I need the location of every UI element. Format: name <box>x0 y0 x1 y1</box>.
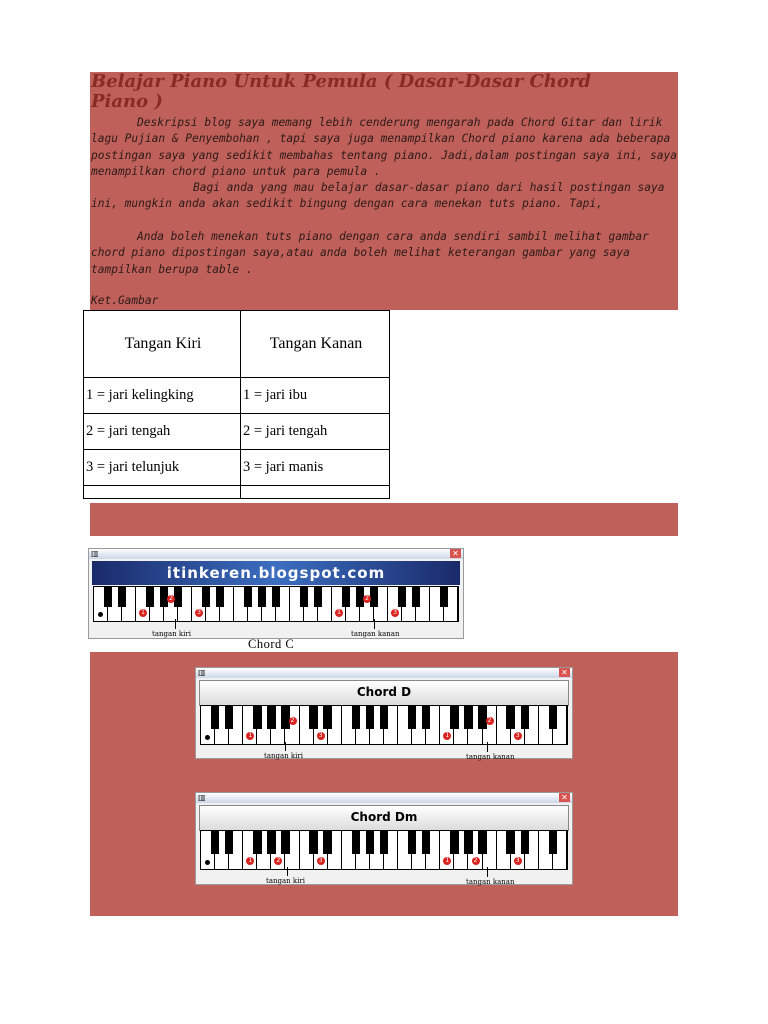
piano-black-key <box>450 831 458 854</box>
piano-black-key <box>323 706 331 729</box>
piano-black-key <box>267 831 275 854</box>
piano-black-key <box>370 587 378 607</box>
chord-c-window <box>88 548 464 639</box>
piano-black-key <box>440 587 448 607</box>
window-titlebar <box>196 668 572 678</box>
piano-black-key <box>253 831 261 854</box>
piano-black-key <box>366 706 374 729</box>
left-hand-arrow <box>285 742 286 751</box>
piano-black-key <box>352 706 360 729</box>
piano-black-key <box>174 587 182 607</box>
table-cell <box>241 486 390 499</box>
paragraph-1: Deskripsi blog saya memang lebih cenderung mengarah pada Chord Gitar dan lirik lagu Pujian & Penyembohan , tapi saya juga menampilkan Chord piano karena ada beberapa postingan saya yang sedikit membahas tentang piano. Jadi,dalam postingan saya ini, saya menampilkan chord piano untuk para pemula . <box>91 116 677 178</box>
table-cell <box>84 486 241 499</box>
ket-gambar-label: Ket.Gambar <box>91 294 159 307</box>
finger-marker: 3 <box>391 609 399 617</box>
paragraph-2: Bagi anda yang mau belajar dasar-dasar piano dari hasil postingan saya ini, mungkin anda akan sedikit bingung dengan cara menekan tuts piano. Tapi, <box>91 181 665 211</box>
piano-keyboard <box>93 586 459 622</box>
right-hand-label: tangan kanan <box>466 753 515 761</box>
piano-black-key <box>478 831 486 854</box>
table-cell: 1 = jari kelingking <box>84 378 241 414</box>
finger-marker: 2 <box>289 717 297 725</box>
piano-black-key <box>506 831 514 854</box>
table-cell: 3 = jari telunjuk <box>84 450 241 486</box>
left-hand-arrow <box>175 619 176 629</box>
right-hand-label: tangan kanan <box>466 878 515 886</box>
table-cell: 1 = jari ibu <box>241 378 390 414</box>
window-titlebar <box>89 549 463 559</box>
chord-banner: itinkeren.blogspot.com <box>92 561 460 585</box>
table-cell: 2 = jari tengah <box>84 414 241 450</box>
piano-black-key <box>478 706 486 729</box>
piano-black-key <box>380 706 388 729</box>
chord-banner: Chord Dm <box>199 805 569 831</box>
finger-marker: 3 <box>514 732 522 740</box>
piano-black-key <box>253 706 261 729</box>
piano-black-key <box>281 831 289 854</box>
document-title: Belajar Piano Untuk Pemula ( Dasar-Dasar Chord Piano ) <box>91 71 591 112</box>
chord-dm-window <box>195 792 573 885</box>
close-icon[interactable]: ✕ <box>559 668 570 677</box>
left-hand-arrow <box>287 867 288 876</box>
piano-app-icon: ▥ <box>198 668 206 677</box>
finger-marker: 3 <box>317 857 325 865</box>
piano-black-key <box>398 587 406 607</box>
finger-marker: 1 <box>443 732 451 740</box>
piano-black-key <box>380 831 388 854</box>
piano-black-key <box>549 831 557 854</box>
piano-black-key <box>309 831 317 854</box>
table-row <box>84 486 390 499</box>
table-row <box>84 378 390 414</box>
table-cell: 3 = jari manis <box>241 450 390 486</box>
piano-black-key <box>323 831 331 854</box>
finger-marker: 1 <box>246 857 254 865</box>
piano-black-key <box>146 587 154 607</box>
piano-black-key <box>258 587 266 607</box>
finger-marker: 1 <box>335 609 343 617</box>
right-hand-label: tangan kanan <box>351 630 400 638</box>
piano-black-key <box>342 587 350 607</box>
table-row <box>84 450 390 486</box>
chord-banner: Chord D <box>199 680 569 706</box>
left-hand-label: tangan kiri <box>152 630 191 638</box>
piano-black-key <box>216 587 224 607</box>
piano-app-icon: ▥ <box>91 549 99 558</box>
finger-table <box>83 310 390 499</box>
finger-marker: 2 <box>486 717 494 725</box>
window-titlebar <box>196 793 572 803</box>
piano-black-key <box>118 587 126 607</box>
piano-black-key <box>412 587 420 607</box>
piano-black-key <box>267 706 275 729</box>
piano-black-key <box>464 706 472 729</box>
piano-black-key <box>408 706 416 729</box>
chord-d-window <box>195 667 573 759</box>
piano-black-key <box>506 706 514 729</box>
piano-black-key <box>211 706 219 729</box>
piano-black-key <box>225 831 233 854</box>
piano-black-key <box>352 831 360 854</box>
piano-keyboard <box>200 830 568 870</box>
piano-black-key <box>549 706 557 729</box>
left-hand-label: tangan kiri <box>264 752 303 760</box>
highlight-block-middle <box>90 503 678 536</box>
piano-black-key <box>464 831 472 854</box>
finger-marker: 1 <box>139 609 147 617</box>
right-hand-arrow <box>487 867 488 877</box>
right-hand-arrow <box>487 742 488 752</box>
piano-black-key <box>422 831 430 854</box>
piano-black-key <box>309 706 317 729</box>
finger-marker: 1 <box>443 857 451 865</box>
table-header-right: Tangan Kanan <box>241 311 390 378</box>
piano-black-key <box>408 831 416 854</box>
piano-black-key <box>366 831 374 854</box>
piano-black-key <box>211 831 219 854</box>
table-header-row <box>84 311 390 378</box>
piano-black-key <box>244 587 252 607</box>
piano-black-key <box>450 706 458 729</box>
piano-black-key <box>521 831 529 854</box>
left-hand-label: tangan kiri <box>266 877 305 885</box>
table-header-left: Tangan Kiri <box>84 311 241 378</box>
piano-black-key <box>521 706 529 729</box>
piano-black-key <box>272 587 280 607</box>
finger-marker: 2 <box>472 857 480 865</box>
piano-black-key <box>281 706 289 729</box>
chord-c-caption: Chord C <box>248 637 295 651</box>
finger-marker: 3 <box>195 609 203 617</box>
close-icon[interactable]: ✕ <box>559 793 570 802</box>
finger-marker: 3 <box>514 857 522 865</box>
table-row <box>84 414 390 450</box>
piano-keyboard <box>200 705 568 745</box>
finger-marker: 2 <box>167 595 175 603</box>
piano-black-key <box>104 587 112 607</box>
close-icon[interactable]: ✕ <box>450 549 461 558</box>
right-hand-arrow <box>374 619 375 629</box>
piano-black-key <box>202 587 210 607</box>
piano-black-key <box>422 706 430 729</box>
finger-marker: 2 <box>363 595 371 603</box>
finger-marker: 3 <box>317 732 325 740</box>
piano-black-key <box>225 706 233 729</box>
finger-marker: 1 <box>246 732 254 740</box>
piano-app-icon: ▥ <box>198 793 206 802</box>
finger-marker: 2 <box>274 857 282 865</box>
piano-black-key <box>300 587 308 607</box>
piano-black-key <box>314 587 322 607</box>
table-cell: 2 = jari tengah <box>241 414 390 450</box>
paragraph-3: Anda boleh menekan tuts piano dengan cara anda sendiri sambil melihat gambar chord piano dipostingan saya,atau anda boleh melihat keterangan gambar yang saya tampilkan berupa table . <box>91 230 649 276</box>
